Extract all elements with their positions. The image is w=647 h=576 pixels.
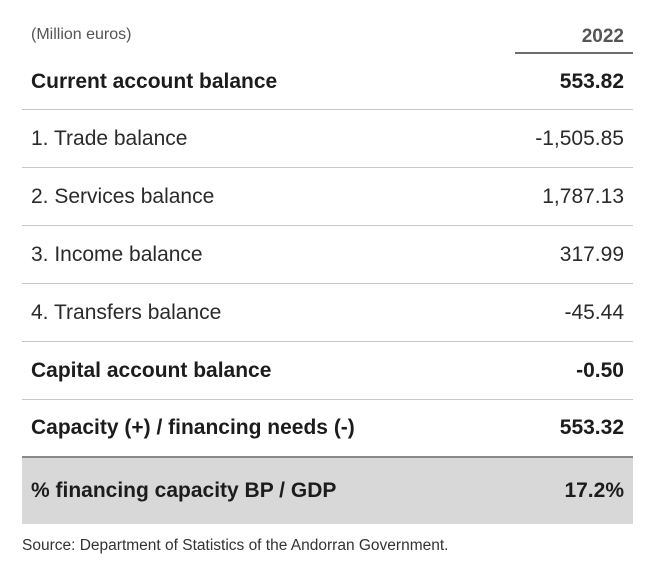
table-row — [22, 168, 633, 226]
balance-of-payments-table — [22, 22, 633, 524]
row-label: Current account balance — [31, 69, 278, 93]
table-row — [22, 226, 633, 284]
table-row — [22, 110, 633, 168]
row-label: 1. Trade balance — [31, 126, 188, 150]
row-label: 2. Services balance — [31, 184, 215, 208]
row-value: -1,505.85 — [535, 126, 624, 150]
highlight-row — [22, 458, 633, 524]
row-label: Capacity (+) / financing needs (-) — [31, 416, 355, 439]
row-label: Capital account balance — [31, 358, 272, 382]
source-note: Source: Department of Statistics of the Andorran Government. — [22, 537, 449, 554]
row-value: 1,787.13 — [542, 184, 624, 208]
row-label: 3. Income balance — [31, 242, 203, 266]
row-value: -0.50 — [576, 358, 624, 382]
row-value: -45.44 — [564, 300, 624, 324]
year-column-header: 2022 — [581, 26, 624, 47]
row-label: % financing capacity BP / GDP — [31, 479, 337, 502]
row-value: 17.2% — [564, 479, 624, 502]
row-label: 4. Transfers balance — [31, 300, 222, 324]
table-header — [22, 22, 633, 54]
table-row — [22, 54, 633, 110]
table-row — [22, 284, 633, 342]
row-value: 553.82 — [559, 69, 624, 93]
row-value: 553.32 — [559, 416, 624, 439]
table-row — [22, 342, 633, 400]
table-row — [22, 400, 633, 458]
row-value: 317.99 — [559, 242, 624, 266]
unit-label: (Million euros) — [31, 26, 132, 43]
